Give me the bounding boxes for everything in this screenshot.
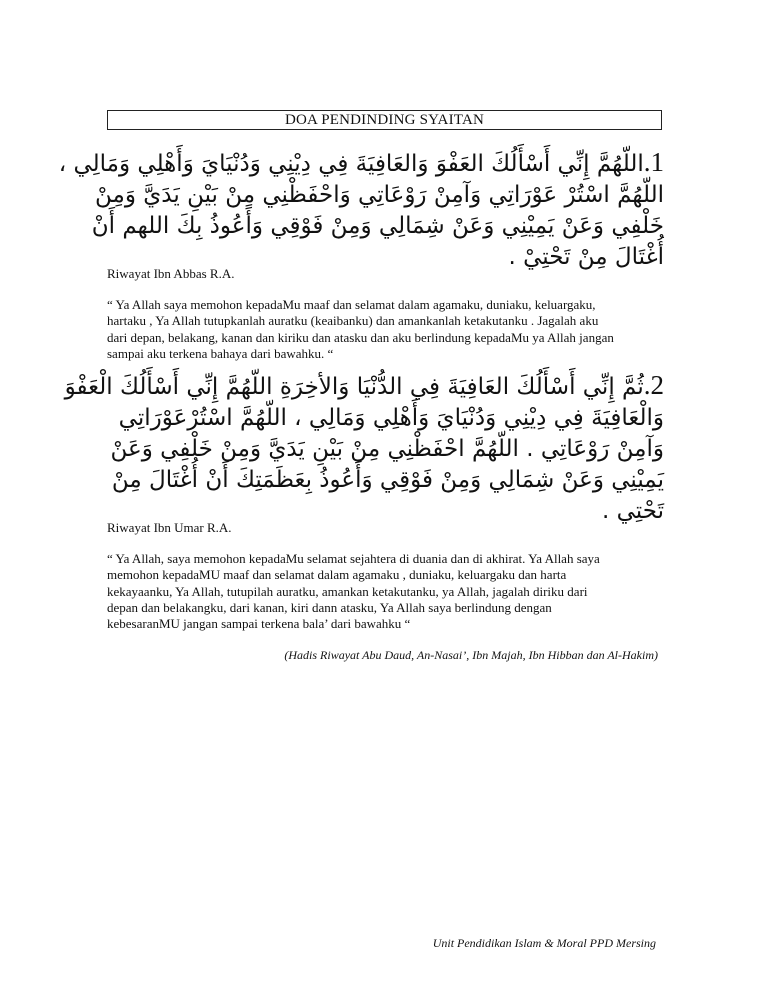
translation-paragraph [107,551,667,632]
arabic-text: ثُمَّ إِنِّي أَسْأَلُكَ العَافِيَةَ فِي الدُّنْيَا وَالأخِرَةِ اللّهُمَّ إِنِّي أَسْأَلُكَ الْعَفْوَ [64,374,644,400]
arabic-line [64,370,664,403]
arabic-line: وَآمِنْ رَوْعَاتِي . اللّهُمَّ احْفَظْنِي مِنْ بَيْنِ يَدَيَّ وَمِنْ خَلْفِي وَعَنْ [110,436,664,462]
translation-line: memohon kepadaMU maaf dan selamat dalam agamaku , duniaku, keluargaku dan harta [107,567,567,583]
doa-number: 1. [643,147,664,177]
page-title: DOA PENDINDING SYAITAN [107,110,662,130]
translation-line: “ Ya Allah, saya memohon kepadaMu selamat sejahtera di duania dan di akhirat. Ya Allah saya [107,551,600,566]
translation-line: sampai aku terkena bahaya dari bawahku. “ [107,345,334,361]
arabic-text: اللّهُمَّ إِنِّي أَسْأَلُكَ العَفْوَ وَالعَافِيَةَ فِي دِيْنِي وَدُنْيَايَ وَأَهْلِي وَمَالِي ، [58,151,644,177]
doa-number: 2. [643,370,664,400]
translation-line: kekayaanku, Ya Allah, tutupilah auratku, amankan ketakutanku, ya Allah, jagalah diriku dari [107,583,588,599]
arabic-line: خَلْفِي وَعَنْ يَمِيْنِي وَعَنْ شِمَالِي وَمِنْ فَوْقِي وَأَعُوذُ بِكَ اللهم أَنْ [91,213,664,239]
arabic-line: اللّهُمَّ اسْتُرْ عَوْرَاتِي وَآمِنْ رَوْعَاتِي وَاحْفَظْنِي مِنْ بَيْنِ يَدَيَّ وَمِنْ [95,182,664,208]
page-footer: Unit Pendidikan Islam & Moral PPD Mersing [432,936,656,950]
translation-line: hartaku , Ya Allah tutupkanlah auratku (keaibanku) dan amankanlah ketakutanku . Jagalah aku [107,313,599,329]
translation-line: dari depan, belakang, kanan dan kiriku dan atasku dan aku berlindung kepadaMu ya Allah jangan [107,329,614,345]
arabic-line: وَالْعَافِيَةَ فِي دِيْنِي وَدُنْيَايَ وَأَهْلِي وَمَالِي ، اللّهُمَّ اسْتُرْعَوْرَاتِي [118,405,664,431]
translation-line: “ Ya Allah saya memohon kepadaMu maaf dan selamat dalam agamaku, duniaku, keluargaku, [107,297,596,312]
arabic-line: أُغْتَالَ مِنْ تَحْتِيْ . [508,244,664,270]
hadith-source: (Hadis Riwayat Abu Daud, An-Nasai’, Ibn Majah, Ibn Hibban dan Al-Hakim) [284,648,658,662]
arabic-doa-1 [58,147,664,273]
riwayat-label: Riwayat Ibn Umar R.A. [107,520,232,535]
translation-line: kebesaranMU jangan sampai terkena bala’ dari bawahku “ [107,616,411,632]
arabic-line: يَمِيْنِي وَعَنْ شِمَالِي وَمِنْ فَوْقِي وَأَعُوذُ بِعَظَمَتِكَ أَنْ أُغْتَالَ مِنْ [111,467,664,493]
arabic-doa-2 [64,370,664,527]
arabic-line [58,147,664,180]
translation-paragraph [107,297,667,362]
arabic-line: تَحْتِي . [602,498,664,524]
translation-line: depan dan belakangku, dari kanan, kiri dann atasku, Ya Allah saya berlindung dengan [107,599,552,615]
riwayat-label: Riwayat Ibn Abbas R.A. [107,266,235,281]
